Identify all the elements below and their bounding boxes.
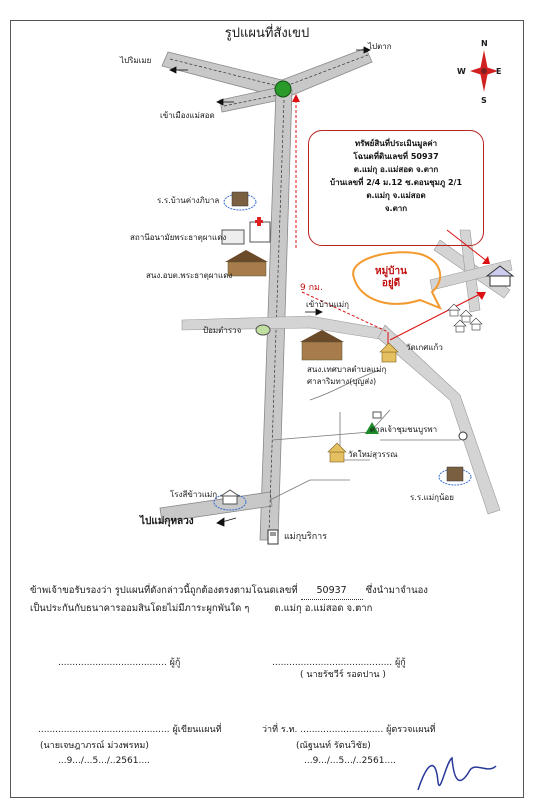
municipality-office-icon: [300, 330, 344, 360]
marker-circle: [459, 432, 467, 440]
co-borrower-name: ( นายรัชวีร์ รอดปาน ): [300, 670, 386, 680]
label-rice-mill: โรงสีข้าวแม่กุ: [170, 490, 218, 499]
drafter-date: ...9.../...5.../..2561....: [58, 756, 150, 766]
deed-number: 50937: [301, 582, 363, 600]
road-to-pirimoei: [162, 52, 282, 96]
compass-w: W: [457, 67, 466, 76]
property-info-line: ทรัพย์สินที่ประเมินมูลค่า: [354, 139, 438, 148]
school-maeku-noi-icon: [439, 467, 471, 485]
label-health-station: สถานีอนามัยพระธาตุผาแดง: [130, 233, 227, 242]
property-info-line: ต.แม่กุ อ.แม่สอด จ.ตาก: [353, 165, 439, 174]
property-info-box: [308, 130, 484, 246]
property-info-line: ต.แม่กุ จ.แม่สอด: [366, 191, 426, 200]
label-school-changkaphan: ร.ร.บ้านค่างภิบาล: [157, 196, 220, 205]
borrower-signature-line: ...................................... ผู้กู้: [58, 658, 181, 668]
label-police-box: ป้อมตำรวจ: [203, 326, 242, 335]
checker-name: (ณัฐนนท์ รัตนวิชัย): [296, 741, 371, 751]
road-label-tak: ไปตาก: [368, 42, 392, 51]
road-to-maesot: [220, 88, 280, 112]
sketch-map: [10, 40, 522, 560]
statement-line-2: เป็นประกันกับธนาคารออมสินโดยไม่มีภาระผูกพันใด ๆ ต.แม่กุ อ.แม่สอด จ.ตาก: [30, 603, 373, 614]
statement-location: ต.แม่กุ อ.แม่สอด จ.ตาก: [274, 603, 373, 614]
village-label: หมู่บ้าน อยู่ดี: [375, 266, 407, 289]
school-changkaphan-icon: [224, 192, 256, 210]
compass-s: S: [481, 96, 487, 105]
road-label-maeku-luang: ไปแม่กุหลวง: [140, 516, 194, 527]
main-road: [260, 90, 292, 540]
statement-line-1: ข้าพเจ้าขอรับรองว่า รูปแผนที่ดังกล่าวนี้ถูกต้องตรงตามโฉนดเลขที่ 50937 ซึ่งนำมาจำนอง: [30, 582, 520, 600]
checker-signature-line: ว่าที่ ร.ท. ............................. ผู้ตรวจแผนที่: [262, 725, 436, 735]
label-wat-mai: วัดใหม่สุวรรณ: [348, 450, 398, 459]
property-info-line: จ.ตาก: [384, 204, 408, 213]
roundabout: [275, 81, 291, 97]
road-to-tak: [282, 48, 372, 96]
wat-mai-icon: [328, 443, 346, 462]
compass-n: N: [481, 39, 488, 48]
label-municipality-office: สนง.เทศบาลตำบลแม่กุ: [307, 365, 387, 374]
handwritten-signature: [410, 752, 500, 796]
property-info-line: บ้านเลขที่ 2/4 ม.12 ซ.ดอนชุมภู 2/1: [329, 178, 463, 187]
checker-date: ...9.../...5.../..2561....: [304, 756, 396, 766]
map-title: รูปแผนที่สังเขป: [224, 26, 310, 41]
property-info-line: โฉนดที่ดินเลขที่ 50937: [353, 152, 439, 161]
road-label-pirimoei: ไปริมเมย: [120, 56, 152, 65]
label-shrine: ศาลเจ้าชุมชนบูรพา: [370, 425, 438, 434]
compass-e: E: [496, 67, 502, 76]
road-label-into-maeku: เข้าบ้านแม่กุ: [306, 300, 350, 309]
gas-station-icon: [268, 530, 278, 544]
label-sao-office: สนง.อบต.พระธาตุผาแดง: [146, 271, 233, 280]
certification-statement: [30, 582, 520, 617]
road-label-into-maesot: เข้าเมืองแม่สอด: [160, 111, 215, 120]
police-box-icon: [256, 325, 270, 335]
co-borrower-signature-line: .......................................... ผู้กู้: [272, 658, 406, 668]
drafter-name: (นายเจษฎาภรณ์ ม่วงพรหม): [40, 741, 149, 751]
drafter-signature-line: .............................................. ผู้เขียนแผนที่: [38, 725, 222, 735]
label-school-maeku-noi: ร.ร.แม่กุน้อย: [410, 493, 454, 502]
label-gas-station: แม่กุบริการ: [284, 532, 328, 542]
health-station-icon: [222, 217, 270, 244]
label-wat-ket-kaew: วัดเกศแก้ว: [406, 343, 443, 352]
distance-label: 9 กม.: [300, 283, 323, 293]
label-sala: ศาลาริมทาง(บุญส่ง): [307, 377, 377, 386]
